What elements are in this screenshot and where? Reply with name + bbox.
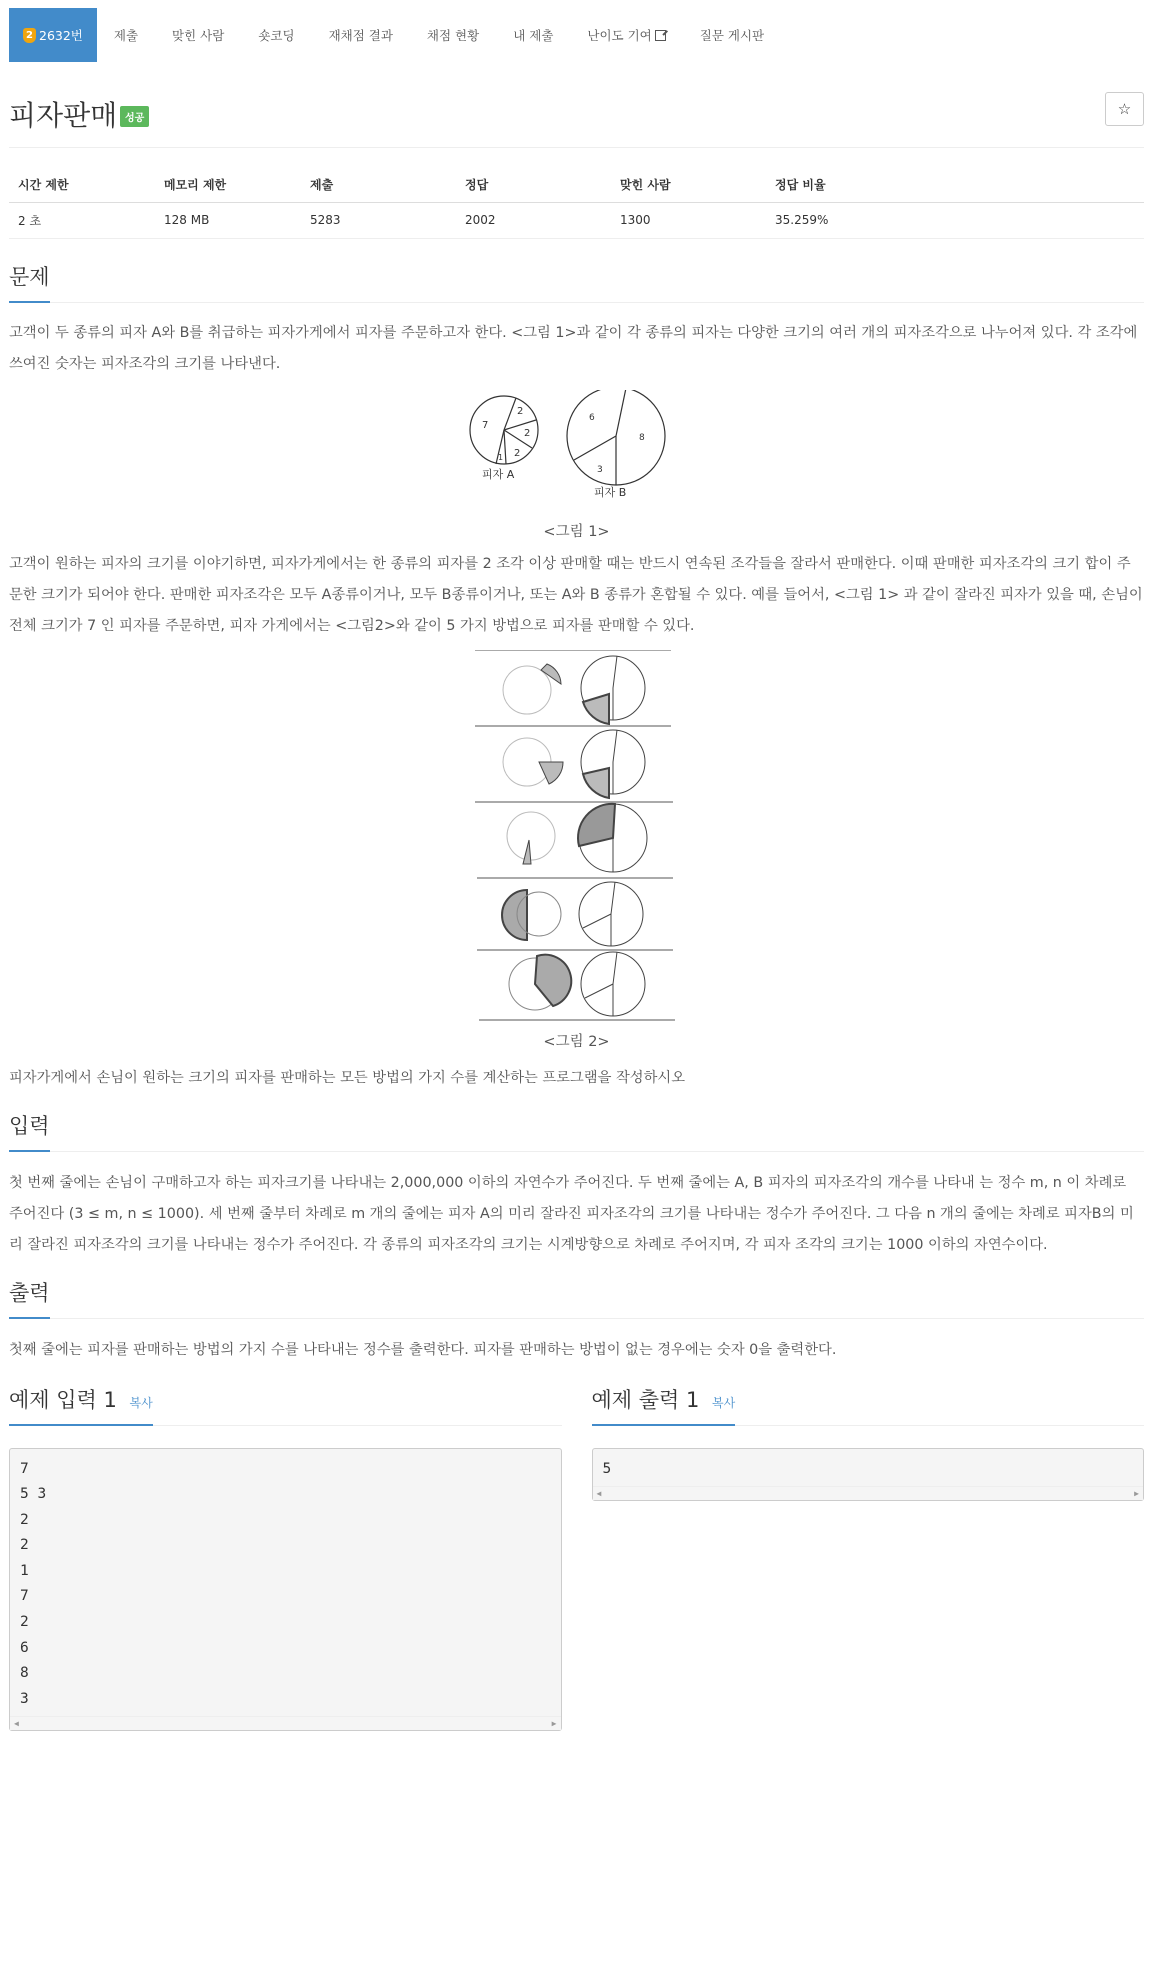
value-time-limit: 2 초 [9,202,155,238]
tab-board[interactable]: 질문 게시판 [699,28,765,43]
title-row [9,62,1144,148]
sample-output-line: 5 [602,1460,612,1477]
value-ratio: 35.259% [766,202,1144,238]
samples [9,1386,1144,1732]
sample-input-line: 2 [20,1537,29,1554]
scroll-left-icon[interactable]: ◀ [14,1719,19,1729]
problem-section-header [9,247,1144,303]
sample-input-line: 8 [20,1665,29,1682]
fig1-b-slice-2: 3 [596,464,603,475]
value-accepted: 2002 [456,202,611,238]
tab-difficulty[interactable] [570,8,682,62]
favorite-button[interactable] [1105,92,1144,126]
figure-1-diagram [462,390,692,514]
sample-input-line: 7 [20,1588,29,1605]
figure-2 [9,650,1144,1022]
horizontal-scrollbar[interactable] [593,1486,1144,1500]
horizontal-scrollbar[interactable] [10,1716,561,1730]
header-ratio: 정답 비율 [766,168,1144,202]
table-header-row [9,168,1144,202]
sample-input-line: 1 [20,1562,29,1579]
tab-problem[interactable] [9,8,97,62]
sample-input-line: 5 3 [20,1486,47,1503]
status-badge: 성공 [120,106,149,127]
tab-short-coding[interactable]: 숏코딩 [258,28,295,43]
sample-output-title: 예제 출력 1 [591,1387,700,1412]
tab-status[interactable]: 채점 현황 [426,28,480,43]
sample-input-title: 예제 입력 1 [9,1387,117,1412]
sample-input-line: 7 [20,1460,29,1477]
copy-input-button[interactable]: 복사 [129,1395,153,1410]
input-paragraph: 첫 번째 줄에는 손님이 구매하고자 하는 피자크기를 나타내는 2,000,000 이하의 자연수가 주어진다. 두 번째 줄에는 A, B 피자의 피자조각의 개수를 나타내 는 정수 m, n 이 차례로 주어진다 (3 ≤ m, n ≤ 1000). 세 번째 줄부터 차례로 m 개의 줄에는 피자 A의 미리 잘라진 피자조각의 크기를 나타내는 정수가 주어진다. 그 다음 n 개의 줄에는 차례로 피자B의 미리 잘라진 피자조각의 크기를 나타내는 정수가 주어진다. 각 종류의 피자조각의 크기는 시계방향으로 차례로 주어지며, 각 피자 조각의 크기는 1000 이하의 자연수이다. [9,1174,1134,1253]
sample-input-line: 6 [20,1639,29,1656]
sample-output-code[interactable] [592,1448,1145,1502]
problem-paragraph-3: 피자가게에서 손님이 원하는 크기의 피자를 판매하는 모든 방법의 가지 수를 계산하는 프로그램을 작성하시오 [9,1069,686,1086]
value-submissions: 5283 [301,202,456,238]
input-section-header [9,1096,1144,1152]
input-heading: 입력 [9,1110,50,1152]
output-paragraph: 첫째 줄에는 피자를 판매하는 방법의 가지 수를 나타내는 정수를 출력한다. 피자를 판매하는 방법이 없는 경우에는 숫자 0을 출력한다. [9,1341,837,1358]
sample-input-code[interactable] [9,1448,562,1732]
scroll-right-icon[interactable]: ▶ [551,1719,557,1729]
fig1-label-b: 피자 B [593,485,626,499]
sample-input-header [9,1386,562,1426]
fig1-b-slice-0: 6 [588,412,595,423]
table-row [9,202,1144,238]
fig1-a-slice-1: 2 [516,405,523,417]
sample-input-line: 2 [20,1614,29,1631]
header-memory-limit: 메모리 제한 [155,168,301,202]
fig1-label-a: 피자 A [481,467,514,481]
tab-rejudge[interactable]: 재채점 결과 [328,28,393,43]
sample-input-line: 3 [20,1690,29,1707]
fig1-a-slice-3: 2 [513,447,520,459]
fig1-a-slice-4: 1 [497,452,503,462]
value-memory-limit: 128 MB [155,202,301,238]
sample-output-1 [592,1386,1145,1732]
output-heading: 출력 [9,1277,50,1319]
header-solvers: 맞힌 사람 [611,168,766,202]
figure-1 [9,390,1144,514]
scroll-left-icon[interactable]: ◀ [596,1488,602,1498]
tier-icon: 2 [23,28,36,43]
fig1-b-slice-1: 8 [638,432,645,443]
fig1-a-slice-0: 7 [481,419,488,431]
scroll-right-icon[interactable]: ▶ [1134,1488,1139,1498]
problem-paragraph-2: 고객이 원하는 피자의 크기를 이야기하면, 피자가게에서는 한 종류의 피자를 2 조각 이상 판매할 때는 반드시 연속된 조각들을 잘라서 판매한다. 이때 판매한 피자조각의 크기 합이 주문한 크기가 되어야 한다. 판매한 피자조각은 모두 A종류이거나, 모두 B종류이거나, 또는 A와 B 종류가 혼합될 수 있다. 예를 들어서, <그림 1> 과 같이 잘라진 피자가 있을 때, 손님이 전체 크기가 7 인 피자를 주문하면, 피자 가게에서는 <그림2>와 같이 5 가지 방법으로 피자를 판매할 수 있다. [9,555,1143,634]
output-section-header [9,1263,1144,1319]
tab-solvers[interactable]: 맞힌 사람 [172,28,225,43]
header-time-limit: 시간 제한 [9,168,155,202]
figure-2-diagram [475,650,679,1022]
sample-output-heading [592,1384,736,1426]
external-link-icon [655,30,666,41]
sample-output-header [592,1386,1145,1426]
header-submissions: 제출 [301,168,456,202]
fig1-a-slice-2: 2 [523,427,530,439]
sample-input-1 [9,1386,562,1732]
problem-nav [9,8,1144,62]
tab-my-submissions[interactable]: 내 제출 [513,28,554,43]
figure-1-caption: <그림 1> [543,523,610,540]
figure-2-caption: <그림 2> [543,1033,610,1050]
value-solvers: 1300 [611,202,766,238]
star-icon: ☆ [1117,100,1132,118]
copy-output-button[interactable]: 복사 [712,1395,736,1410]
problem-paragraph-1: 고객이 두 종류의 피자 A와 B를 취급하는 피자가게에서 피자를 주문하고자 한다. <그림 1>과 같이 각 종류의 피자는 다양한 크기의 여러 개의 피자조각으로 나누어져 있다. 각 조각에 쓰여진 숫자는 피자조각의 크기를 나타낸다. [9,324,1138,372]
problem-number: 2632번 [39,28,83,43]
sample-input-heading [9,1384,153,1426]
problem-info-table [9,168,1144,239]
problem-heading: 문제 [9,261,50,303]
sample-input-line: 2 [20,1511,29,1528]
header-accepted: 정답 [456,168,611,202]
page-title: 피자판매 [9,99,118,132]
tab-submit[interactable]: 제출 [113,28,139,43]
tab-difficulty-label: 난이도 기여 [587,28,652,43]
